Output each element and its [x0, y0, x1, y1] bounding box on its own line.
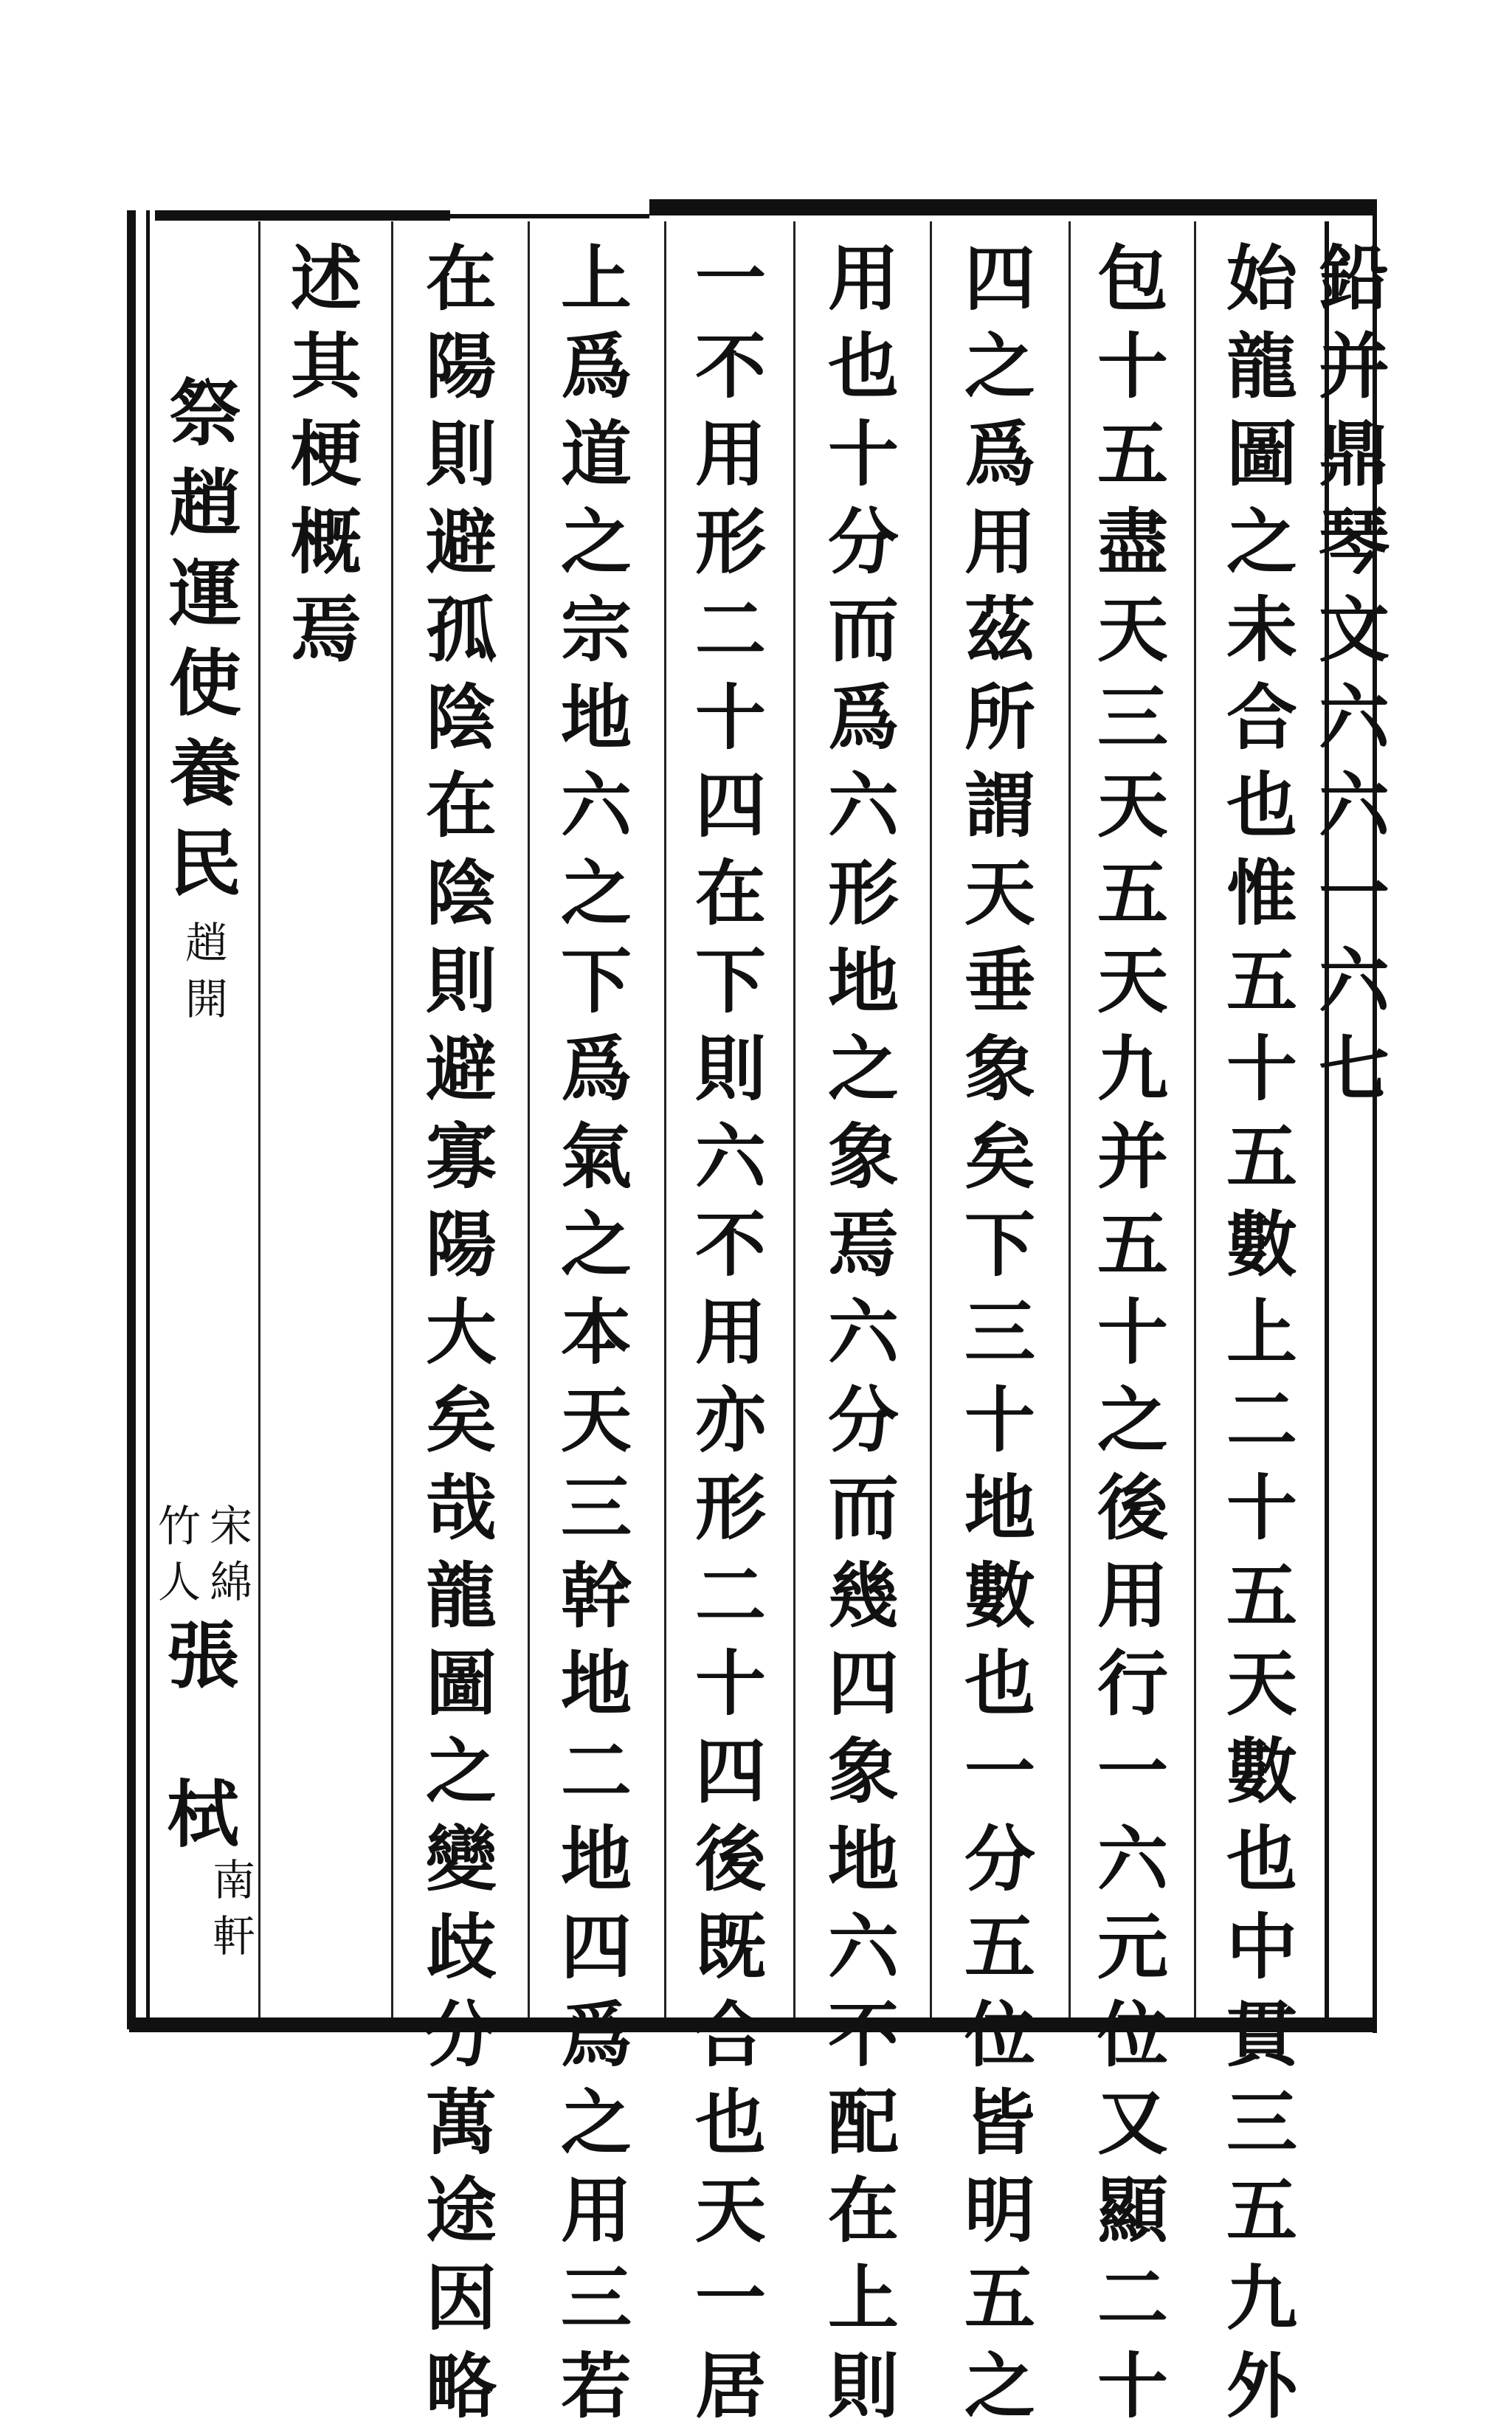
glyph: 三: [561, 2257, 632, 2340]
glyph: 開: [184, 974, 228, 1024]
glyph: 養: [168, 731, 241, 816]
glyph: 象: [828, 1730, 899, 1813]
glyph: 明: [964, 2169, 1035, 2252]
glyph: 氣: [561, 1115, 632, 1198]
author-style-name: [208, 1852, 260, 1964]
glyph: 用: [964, 500, 1035, 584]
glyph: 因: [426, 2257, 497, 2340]
glyph: 茲: [964, 588, 1035, 672]
glyph: 軒: [212, 1911, 255, 1961]
glyph: 宋: [209, 1501, 252, 1551]
glyph: 四: [695, 1730, 766, 1813]
frame-left-inner-border: [146, 210, 150, 2029]
glyph: 天: [561, 1378, 632, 1462]
column-rule: [664, 221, 666, 2017]
glyph: 若: [561, 2344, 632, 2428]
glyph: 一: [695, 2257, 766, 2340]
glyph: 并: [1097, 1115, 1168, 1198]
glyph: 張: [166, 1614, 239, 1699]
frame-top-border-joint: [450, 214, 649, 218]
column-rule: [258, 221, 260, 2017]
glyph: 五: [1097, 1203, 1168, 1286]
author-place-1: [205, 1498, 257, 1610]
glyph: 地: [561, 676, 632, 759]
glyph: 歧: [426, 1905, 497, 1989]
glyph: 二: [695, 1554, 766, 1637]
frame-top-border: [649, 199, 1376, 215]
glyph: 則: [426, 413, 497, 496]
glyph: 二: [561, 1730, 632, 1813]
glyph: 綿: [209, 1557, 252, 1607]
glyph: 琴: [1319, 500, 1390, 584]
glyph: 後: [1097, 1466, 1168, 1550]
glyph: 竹: [157, 1501, 201, 1551]
glyph: 後: [695, 1818, 766, 1901]
glyph: 鼎: [1319, 413, 1390, 496]
frame-left-border: [127, 210, 136, 2029]
glyph: 五: [1226, 1115, 1297, 1198]
glyph: 也: [964, 1642, 1035, 1725]
glyph: 其: [291, 325, 362, 408]
glyph: 祭: [168, 371, 241, 456]
glyph: 六: [828, 1291, 899, 1374]
glyph: 焉: [828, 1203, 899, 1286]
glyph: 六: [828, 764, 899, 847]
glyph: 貫: [1226, 1993, 1297, 2077]
glyph: 合: [695, 1993, 766, 2077]
glyph: 哉: [426, 1466, 497, 1550]
glyph: 龍: [426, 1554, 497, 1637]
glyph: 并: [1319, 325, 1390, 408]
glyph: 途: [426, 2169, 497, 2252]
glyph: 地: [964, 1466, 1035, 1550]
glyph: 五: [964, 2257, 1035, 2340]
glyph: 顯: [1097, 2169, 1168, 2252]
text-column: [1210, 235, 1313, 2428]
glyph: 五: [1226, 2169, 1297, 2252]
title-note: [181, 915, 232, 1027]
glyph: 萬: [426, 2081, 497, 2164]
glyph: 六: [1319, 676, 1390, 759]
column-rule: [930, 221, 932, 2017]
glyph: 位: [964, 1993, 1035, 2077]
glyph: 之: [964, 325, 1035, 408]
glyph: 用: [695, 1291, 766, 1374]
text-column: [1319, 235, 1390, 2006]
glyph: 矣: [964, 1115, 1035, 1198]
glyph: 配: [828, 2081, 899, 2164]
glyph: 趙: [168, 461, 241, 546]
glyph: 十: [695, 676, 766, 759]
glyph: 六: [695, 1115, 766, 1198]
glyph: 六: [828, 1905, 899, 1989]
glyph: 龍: [1226, 325, 1297, 408]
glyph: 盡: [1097, 500, 1168, 584]
frame-top-border-left: [155, 210, 450, 221]
glyph: 三: [561, 1466, 632, 1550]
glyph: 形: [828, 852, 899, 935]
glyph: 三: [1226, 2081, 1297, 2164]
glyph: 用: [561, 2169, 632, 2252]
glyph: 變: [426, 1818, 497, 1901]
glyph: 爲: [828, 676, 899, 759]
glyph: 五: [1097, 413, 1168, 496]
glyph: 寡: [426, 1115, 497, 1198]
glyph: 所: [964, 676, 1035, 759]
glyph: 中: [1226, 1905, 1297, 1989]
glyph: 十: [1097, 325, 1168, 408]
text-column: [948, 235, 1052, 2428]
glyph: 元: [1097, 1905, 1168, 1989]
glyph: 二: [1097, 2257, 1168, 2340]
glyph: 十: [1097, 2344, 1168, 2428]
glyph: 避: [426, 1027, 497, 1111]
text-column: [275, 235, 378, 2006]
glyph: 未: [1226, 588, 1297, 672]
glyph: 象: [964, 1027, 1035, 1111]
glyph: 二: [695, 588, 766, 672]
glyph: 五: [1226, 939, 1297, 1023]
glyph: 亦: [695, 1378, 766, 1462]
glyph: 焉: [291, 588, 362, 672]
glyph: 二: [1226, 1378, 1297, 1462]
glyph: 之: [828, 1027, 899, 1111]
glyph: 而: [828, 1466, 899, 1550]
glyph: 不: [828, 1993, 899, 2077]
glyph: 在: [426, 237, 497, 320]
glyph: 之: [964, 2344, 1035, 2428]
glyph: 爲: [561, 325, 632, 408]
glyph: 行: [1097, 1642, 1168, 1725]
glyph: 之: [561, 1203, 632, 1286]
glyph: 十: [695, 1642, 766, 1725]
glyph: 形: [695, 500, 766, 584]
glyph: 天: [1097, 764, 1168, 847]
glyph: 分: [828, 500, 899, 584]
glyph: 下: [561, 939, 632, 1023]
glyph: 地: [828, 1818, 899, 1901]
glyph: 之: [1097, 1378, 1168, 1462]
glyph: 一: [1097, 1730, 1168, 1813]
glyph: 天: [1226, 1642, 1297, 1725]
text-column: [410, 235, 513, 2428]
glyph: 鉛: [1319, 237, 1390, 320]
glyph: 四: [695, 764, 766, 847]
column-rule: [391, 221, 393, 2017]
glyph: 也: [695, 2081, 766, 2164]
glyph: 皆: [964, 2081, 1035, 2164]
glyph: 爲: [561, 1993, 632, 2077]
glyph: 五: [1226, 1554, 1297, 1637]
glyph: 十: [964, 1378, 1035, 1462]
glyph: 栻: [166, 1773, 239, 1857]
glyph: 使: [168, 641, 241, 726]
glyph: 天: [695, 2169, 766, 2252]
glyph: 上: [1226, 1291, 1297, 1374]
glyph: 在: [828, 2169, 899, 2252]
column-rule: [793, 221, 795, 2017]
glyph: 十: [1226, 1027, 1297, 1111]
glyph: 也: [1226, 764, 1297, 847]
glyph: 七: [1319, 1027, 1390, 1111]
glyph: 用: [695, 413, 766, 496]
glyph: 之: [561, 500, 632, 584]
glyph: 在: [695, 852, 766, 935]
glyph: 南: [212, 1855, 255, 1905]
glyph: 圖: [426, 1642, 497, 1725]
glyph: 三: [964, 1291, 1035, 1374]
glyph: 也: [828, 325, 899, 408]
glyph: 六: [561, 764, 632, 847]
glyph: 幾: [828, 1554, 899, 1637]
glyph: 分: [964, 1818, 1035, 1901]
glyph: 四: [828, 1642, 899, 1725]
glyph: 宗: [561, 588, 632, 672]
glyph: 民: [168, 821, 241, 906]
column-rule: [1194, 221, 1196, 2017]
glyph: 運: [168, 551, 241, 636]
glyph: 述: [291, 237, 362, 320]
glyph: 外: [1226, 2344, 1297, 2428]
glyph: 分: [828, 1378, 899, 1462]
glyph: 地: [561, 1642, 632, 1725]
glyph: 用: [1097, 1554, 1168, 1637]
glyph: 四: [561, 1905, 632, 1989]
glyph: 則: [426, 939, 497, 1023]
glyph: 陰: [426, 852, 497, 935]
glyph: 而: [828, 588, 899, 672]
glyph: 趙: [184, 918, 228, 968]
glyph: 居: [695, 2344, 766, 2428]
glyph: 陰: [426, 676, 497, 759]
glyph: 在: [426, 764, 497, 847]
glyph: 道: [561, 413, 632, 496]
glyph: 概: [291, 500, 362, 584]
text-column: [679, 235, 782, 2428]
glyph: 天: [1097, 939, 1168, 1023]
glyph: 既: [695, 1905, 766, 1989]
glyph: 天: [1097, 588, 1168, 672]
glyph: 之: [426, 1730, 497, 1813]
glyph: 十: [1226, 1466, 1297, 1550]
glyph: 爲: [561, 1027, 632, 1111]
glyph: 五: [964, 1905, 1035, 1989]
glyph: 垂: [964, 939, 1035, 1023]
glyph: 六: [1319, 939, 1390, 1023]
glyph: 之: [561, 2081, 632, 2164]
glyph: 數: [1226, 1730, 1297, 1813]
glyph: 大: [426, 1291, 497, 1374]
column-rule: [1069, 221, 1071, 2017]
glyph: 不: [695, 325, 766, 408]
glyph: 合: [1226, 676, 1297, 759]
glyph: 本: [561, 1291, 632, 1374]
glyph: 六: [1097, 1818, 1168, 1901]
glyph: 位: [1097, 1993, 1168, 2077]
glyph: 三: [1097, 676, 1168, 759]
glyph: 矣: [426, 1378, 497, 1462]
glyph: 包: [1097, 237, 1168, 320]
glyph: 幹: [561, 1554, 632, 1637]
glyph: 形: [695, 1466, 766, 1550]
text-column: [545, 235, 648, 2428]
glyph: 避: [426, 500, 497, 584]
glyph: 又: [1097, 2081, 1168, 2164]
glyph: 一: [695, 237, 766, 320]
glyph: 下: [695, 939, 766, 1023]
glyph: 也: [1226, 1818, 1297, 1901]
glyph: 不: [695, 1203, 766, 1286]
author-place-2: [153, 1498, 205, 1610]
glyph: 上: [561, 237, 632, 320]
glyph: 之: [561, 852, 632, 935]
glyph: 象: [828, 1115, 899, 1198]
glyph: 數: [1226, 1203, 1297, 1286]
glyph: 天: [964, 852, 1035, 935]
text-column: [812, 235, 915, 2428]
glyph: 地: [561, 1818, 632, 1901]
glyph: 四: [964, 237, 1035, 320]
glyph: 九: [1097, 1027, 1168, 1111]
glyph: 九: [1226, 2257, 1297, 2340]
glyph: 人: [157, 1557, 201, 1607]
column-rule: [528, 221, 530, 2017]
glyph: 上: [828, 2257, 899, 2340]
text-column: [1081, 235, 1184, 2428]
glyph: 之: [1226, 500, 1297, 584]
glyph: 文: [1319, 588, 1390, 672]
glyph: 一: [964, 1730, 1035, 1813]
glyph: 六: [1319, 764, 1390, 847]
glyph: 孤: [426, 588, 497, 672]
glyph: 梗: [291, 413, 362, 496]
glyph: 用: [828, 237, 899, 320]
glyph: 始: [1226, 237, 1297, 320]
glyph: 則: [828, 2344, 899, 2428]
glyph: 分: [426, 1993, 497, 2077]
glyph: 一: [1319, 852, 1390, 935]
author-name-2: [159, 1771, 247, 1860]
author-name-1: [159, 1612, 247, 1701]
glyph: 數: [964, 1554, 1035, 1637]
glyph: 惟: [1226, 852, 1297, 935]
glyph: 謂: [964, 764, 1035, 847]
glyph: 爲: [964, 413, 1035, 496]
glyph: 略: [426, 2344, 497, 2428]
glyph: 五: [1097, 852, 1168, 935]
glyph: 下: [964, 1203, 1035, 1286]
glyph: 圖: [1226, 413, 1297, 496]
glyph: 則: [695, 1027, 766, 1111]
glyph: 十: [1097, 1291, 1168, 1374]
glyph: 地: [828, 939, 899, 1023]
glyph: 陽: [426, 1203, 497, 1286]
glyph: 十: [828, 413, 899, 496]
glyph: 陽: [426, 325, 497, 408]
